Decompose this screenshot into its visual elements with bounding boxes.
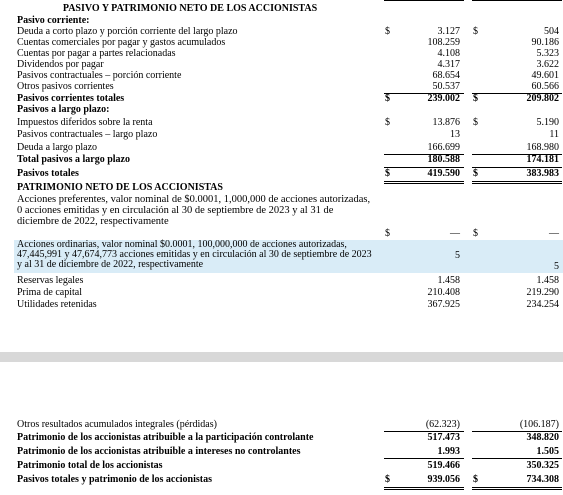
value-2023: 517.473 <box>427 432 460 443</box>
table-row-preferred <box>14 194 563 239</box>
currency-symbol: $ <box>385 474 390 485</box>
value-2023: 367.925 <box>427 299 460 310</box>
row-label: Otros resultados acumulados integrales (pérdidas) <box>17 419 217 430</box>
row-label: Pasivos totales y patrimonio de los accionistas <box>17 474 212 485</box>
row-label: Reservas legales <box>17 275 84 286</box>
currency-symbol: $ <box>473 474 478 485</box>
currency-symbol: $ <box>385 93 390 104</box>
value-2023: 13 <box>450 129 460 140</box>
subtotal-rule <box>472 458 562 459</box>
value-2023: 1.458 <box>437 275 460 286</box>
currency-symbol: $ <box>473 93 478 104</box>
total-double-rule <box>472 181 562 184</box>
page-break-band <box>0 352 563 362</box>
value-2023: 3.127 <box>437 26 460 37</box>
value-2022: 49.601 <box>531 70 559 81</box>
row-label: Otros pasivos corrientes <box>17 81 114 92</box>
value-2022: 1.458 <box>536 275 559 286</box>
total-double-rule <box>472 487 562 490</box>
value-2023: (62.323) <box>425 419 460 430</box>
table-row-common <box>14 240 563 273</box>
value-2023: 68.654 <box>432 70 460 81</box>
currency-symbol: $ <box>473 168 478 179</box>
row-label: Deuda a largo plazo <box>17 142 98 153</box>
currency-symbol: $ <box>385 228 390 239</box>
value-2022: 1.505 <box>536 446 559 457</box>
row-label: Pasivos contractuales – porción corriente <box>17 70 182 81</box>
value-2023: 50.537 <box>432 81 460 92</box>
value-2022: 348.820 <box>526 432 559 443</box>
row-label: Acciones ordinarias, valor nominal $0.0001, 100,000,000 de acciones autorizadas, 47,445,991 y 47,674,773 acciones emitidas y en circulación al 30 de septiembre de 2023 y al 31 de diciembre de 2022, respectivamente <box>17 239 372 270</box>
row-label: Pasivos contractuales – largo plazo <box>17 129 158 140</box>
value-2023: 5 <box>455 250 460 261</box>
value-2023: 939.056 <box>427 474 460 485</box>
row-label: Cuentas comerciales por pagar y gastos acumulados <box>17 37 226 48</box>
row-label: Patrimonio de los accionistas atribuible a la participación controlante <box>17 432 314 443</box>
currency-symbol: $ <box>385 117 390 128</box>
value-2022: — <box>549 228 559 239</box>
value-2023: 166.699 <box>427 142 460 153</box>
row-label: Pasivos corrientes totales <box>17 93 125 104</box>
value-2022: 504 <box>544 26 559 37</box>
value-2023: 519.466 <box>427 460 460 471</box>
value-2022: 5.190 <box>536 117 559 128</box>
row-label: Pasivo corriente: <box>17 15 90 26</box>
value-2023: 4.108 <box>437 48 460 59</box>
value-2023: 1.993 <box>437 446 460 457</box>
subtotal-rule <box>384 458 464 459</box>
value-2023: 239.002 <box>427 93 460 104</box>
currency-symbol: $ <box>473 26 478 37</box>
currency-symbol: $ <box>385 26 390 37</box>
value-2022: 60.566 <box>531 81 559 92</box>
value-2023: 13.876 <box>432 117 460 128</box>
row-label: Patrimonio de los accionistas atribuible a intereses no controlantes <box>17 446 301 457</box>
row-label: Cuentas por pagar a partes relacionadas <box>17 48 176 59</box>
value-2022: 383.983 <box>526 168 559 179</box>
row-label: Impuestos diferidos sobre la renta <box>17 117 153 128</box>
value-2022: 209.802 <box>526 93 559 104</box>
total-double-rule <box>384 181 464 184</box>
currency-symbol: $ <box>385 168 390 179</box>
row-label: Utilidades retenidas <box>17 299 97 310</box>
row-label: Prima de capital <box>17 287 82 298</box>
value-2023: 108.259 <box>427 37 460 48</box>
row-label: Pasivos totales <box>17 168 79 179</box>
value-2022: 3.622 <box>536 59 559 70</box>
row-label: Dividendos por pagar <box>17 59 104 70</box>
header-rule-col2 <box>472 0 562 1</box>
row-label: Pasivos a largo plazo: <box>17 104 110 115</box>
value-2023: 180.588 <box>427 154 460 165</box>
value-2022: 90.186 <box>531 37 559 48</box>
value-2022: 174.181 <box>526 154 559 165</box>
section-title: PASIVO Y PATRIMONIO NETO DE LOS ACCIONISTAS <box>62 3 318 14</box>
currency-symbol: $ <box>473 117 478 128</box>
value-2023: — <box>450 228 460 239</box>
value-2022: 734.308 <box>526 474 559 485</box>
row-label: Acciones preferentes, valor nominal de $0.0001, 1,000,000 de acciones autorizadas, 0 acciones emitidas y en circulación al 30 de septiembre de 2023 y al 31 de diciembre de 2022, respectivamente <box>17 194 371 227</box>
value-2022: 11 <box>549 129 559 140</box>
row-label: PATRIMONIO NETO DE LOS ACCIONISTAS <box>17 182 223 193</box>
value-2022: 234.254 <box>526 299 559 310</box>
currency-symbol: $ <box>473 228 478 239</box>
value-2023: 210.408 <box>427 287 460 298</box>
header-rule-col1 <box>384 0 464 1</box>
value-2022: 5.323 <box>536 48 559 59</box>
value-2022: 219.290 <box>526 287 559 298</box>
row-label: Deuda a corto plazo y porción corriente del largo plazo <box>17 26 238 37</box>
value-2022: 350.325 <box>526 460 559 471</box>
value-2023: 419.590 <box>427 168 460 179</box>
row-label: Total pasivos a largo plazo <box>17 154 130 165</box>
total-double-rule <box>384 487 464 490</box>
value-2023: 4.317 <box>437 59 460 70</box>
value-2022: (106.187) <box>519 419 559 430</box>
row-label: Patrimonio total de los accionistas <box>17 460 163 471</box>
value-2022: 168.980 <box>526 142 559 153</box>
value-2022: 5 <box>554 261 559 272</box>
